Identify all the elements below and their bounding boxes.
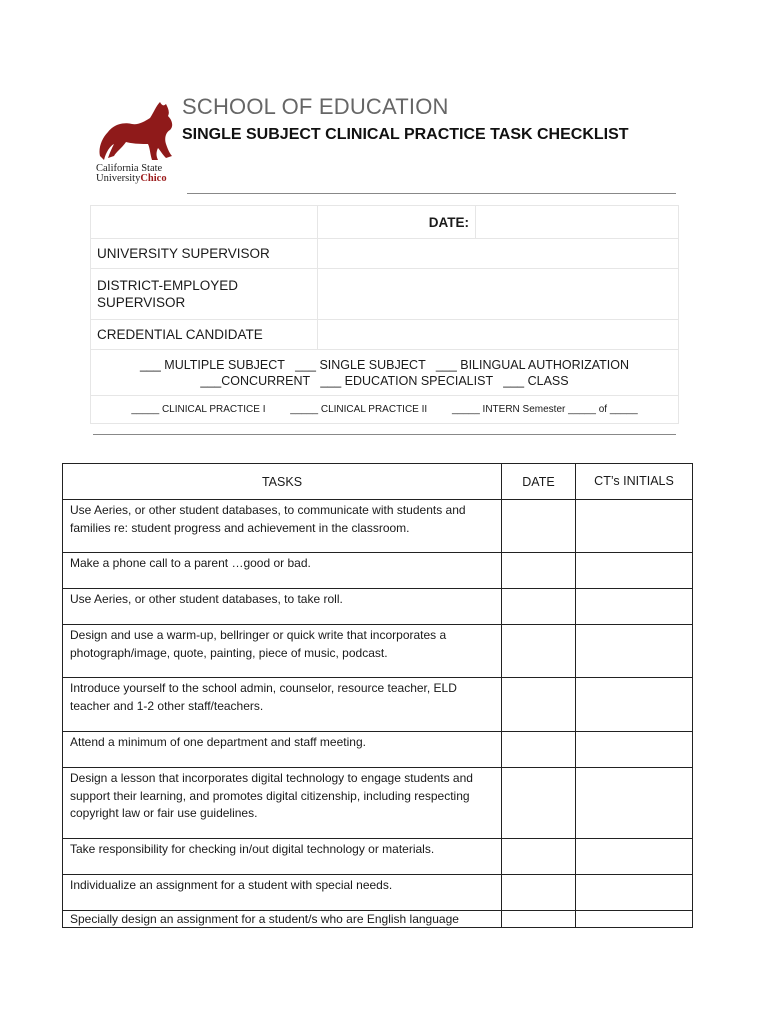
task-text: Introduce yourself to the school admin, counselor, resource teacher, ELD teacher and 1-2 other staff/teachers. [63,678,502,732]
university-supervisor-field[interactable] [318,239,679,269]
initials-cell[interactable] [576,553,693,589]
date-header: DATE [502,464,576,500]
table-row [63,678,693,732]
table-row [63,911,693,928]
district-supervisor-field[interactable] [318,269,679,320]
task-text: Make a phone call to a parent …good or bad. [63,553,502,589]
subject-options-line1: ___ MULTIPLE SUBJECT ___ SINGLE SUBJECT ___ BILINGUAL AUTHORIZATION [139,357,630,372]
task-text: Use Aeries, or other student databases, to take roll. [63,589,502,625]
initials-cell[interactable] [576,875,693,911]
date-cell[interactable] [502,839,576,875]
tasks-table [62,463,693,928]
subject-options [91,350,679,396]
date-label: DATE: [318,206,476,239]
task-text: Specially design an assignment for a student/s who are English language [63,911,502,928]
task-text: Use Aeries, or other student databases, to communicate with students and families re: student progress and achievement in the classroom. [63,500,502,553]
date-cell[interactable] [502,678,576,732]
table-row [63,732,693,768]
school-title: SCHOOL OF EDUCATION [182,94,449,119]
university-logo-text [96,164,167,184]
date-cell[interactable] [502,553,576,589]
date-cell[interactable] [502,589,576,625]
initials-cell[interactable] [576,678,693,732]
initials-cell[interactable] [576,911,693,928]
form-divider [93,434,676,435]
header-divider [187,193,676,194]
university-supervisor-label: UNIVERSITY SUPERVISOR [91,239,318,269]
table-row [63,553,693,589]
date-cell[interactable] [502,875,576,911]
task-text: Take responsibility for checking in/out digital technology or materials. [63,839,502,875]
date-cell[interactable] [502,625,576,678]
initials-header: CT’s INITIALS [576,464,693,500]
table-row [63,589,693,625]
date-field[interactable] [476,206,679,239]
practice-option-3: _____ INTERN Semester _____ of _____ [451,403,638,415]
practice-option-1: _____ CLINICAL PRACTICE I [131,403,266,415]
date-cell[interactable] [502,768,576,839]
practice-options [91,396,679,424]
logo-line-1: California State [96,163,163,174]
logo-line-2a: University [96,173,141,184]
initials-cell[interactable] [576,589,693,625]
credential-candidate-field[interactable] [318,320,679,350]
initials-cell[interactable] [576,625,693,678]
table-row [63,768,693,839]
initials-cell[interactable] [576,768,693,839]
date-cell[interactable] [502,500,576,553]
district-supervisor-label: DISTRICT-EMPLOYED SUPERVISOR [91,269,318,320]
credential-candidate-label: CREDENTIAL CANDIDATE [91,320,318,350]
tasks-header: TASKS [63,464,502,500]
date-cell[interactable] [502,732,576,768]
initials-cell[interactable] [576,500,693,553]
date-cell[interactable] [502,911,576,928]
subject-options-line2: ___CONCURRENT ___ EDUCATION SPECIALIST ___ CLASS [200,373,569,388]
task-text: Attend a minimum of one department and staff meeting. [63,732,502,768]
practice-option-2: _____ CLINICAL PRACTICE II [290,403,428,415]
task-text: Design and use a warm-up, bellringer or quick write that incorporates a photograph/image, quote, painting, piece of music, podcast. [63,625,502,678]
table-row [63,500,693,553]
initials-cell[interactable] [576,839,693,875]
table-row [63,875,693,911]
info-form [90,205,679,424]
initials-cell[interactable] [576,732,693,768]
logo-line-2b: Chico [140,173,167,184]
table-row [63,625,693,678]
task-text: Individualize an assignment for a student with special needs. [63,875,502,911]
table-row [63,839,693,875]
checklist-title: SINGLE SUBJECT CLINICAL PRACTICE TASK CHECKLIST [182,126,629,143]
task-text: Design a lesson that incorporates digital technology to engage students and support their learning, and promotes digital citizenship, including respecting copyright law or fair use guidelines. [63,768,502,839]
